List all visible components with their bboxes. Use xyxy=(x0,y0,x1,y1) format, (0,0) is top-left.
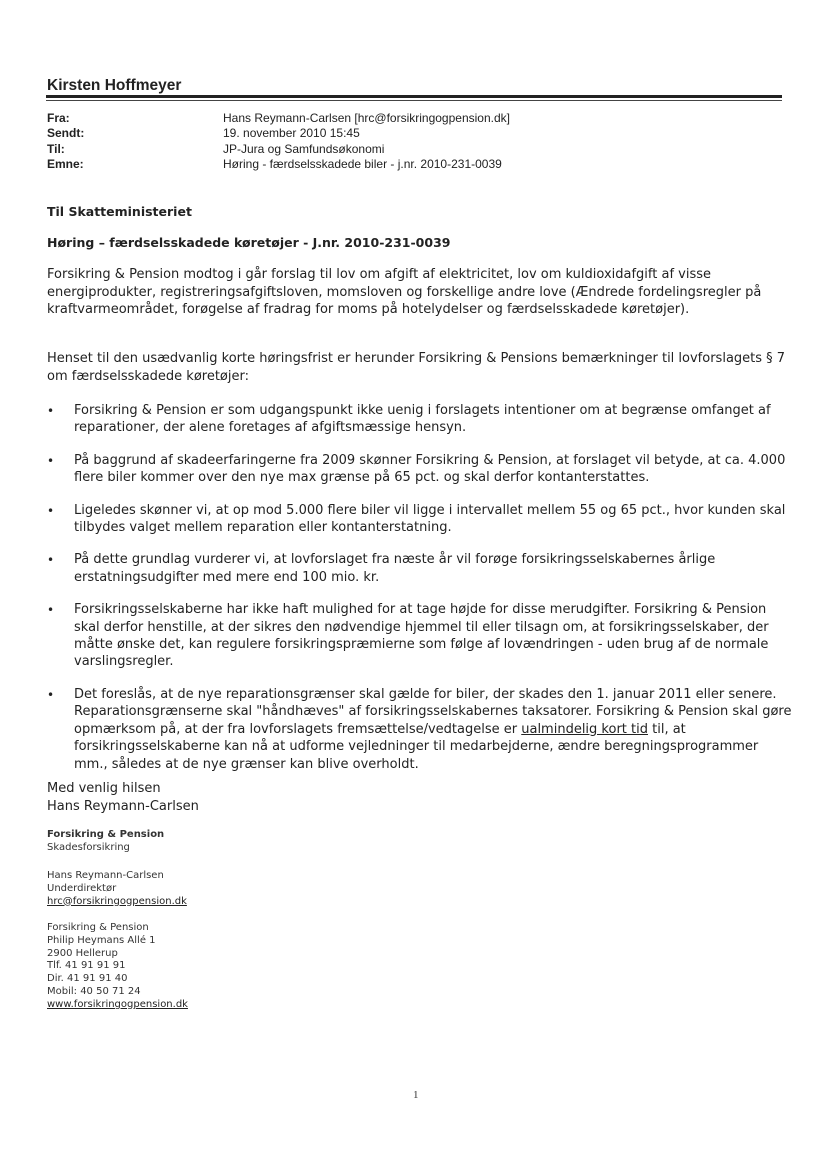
signature-org-name: Forsikring & Pension xyxy=(47,829,165,840)
signature-address-street: Philip Heymans Allé 1 xyxy=(47,934,156,946)
header-row-from xyxy=(47,111,510,126)
list-item: • På baggrund af skadeerfaringerne fra 2009 skønner Forsikring & Pension, at forslaget vil betyde, at ca. 4.000 flere biler kommer over den nye max grænse på 65 pct. og skal derfor kontanterstattes. xyxy=(47,452,792,487)
paragraph-context: Henset til den usædvanlig korte høringsfrist er herunder Forsikring & Pensions bemærkninger til lovforslagets § 7 om færdselsskadede køretøjer: xyxy=(47,351,786,384)
header-row-to xyxy=(47,142,510,157)
closing-name: Hans Reymann-Carlsen xyxy=(47,798,199,814)
signature-person xyxy=(47,870,187,908)
signature-website-link[interactable]: www.forsikringogpension.dk xyxy=(47,998,188,1010)
header-rule-thick xyxy=(46,95,782,98)
to-label: Til: xyxy=(47,141,65,156)
signature-person-name: Hans Reymann-Carlsen xyxy=(47,870,164,881)
closing xyxy=(47,780,199,815)
remarks-list xyxy=(47,402,792,773)
to-value: JP-Jura og Samfundsøkonomi xyxy=(223,141,385,156)
addressee: Til Skatteministeriet xyxy=(47,204,192,219)
email-header xyxy=(47,111,510,173)
header-rule-thin xyxy=(46,100,782,101)
signature-person-title: Underdirektør xyxy=(47,882,117,894)
list-item xyxy=(47,686,792,773)
list-item: • Forsikring & Pension er som udgangspunkt ikke uenig i forslagets intentioner om at begrænse omfanget af reparationer, der alene foretages af afgiftsmæssige hensyn. xyxy=(47,402,792,437)
sender-name: Kirsten Hoffmeyer xyxy=(47,77,182,94)
sent-value: 19. november 2010 15:45 xyxy=(223,126,360,141)
header-row-subject xyxy=(47,157,510,172)
sent-label: Sendt: xyxy=(47,126,85,141)
subject-value: Høring - færdselsskadede biler - j.nr. 2010-231-0039 xyxy=(223,157,502,172)
signature-org-division: Skadesforsikring xyxy=(47,841,130,853)
from-label: Fra: xyxy=(47,111,70,125)
from-value: Hans Reymann-Carlsen [hrc@forsikringogpension.dk] xyxy=(223,111,510,125)
list-item: • Forsikringsselskaberne har ikke haft mulighed for at tage højde for disse merudgifter. Forsikring & Pension skal derfor henstille, at der sikres den nødvendige hjemmel til eller tilsagn om, at forsikringsselskaber, der måtte ønske det, kan regulere forsikringspræmierne som følge af lovændringen - uden brug af de normale varslingsregler. xyxy=(47,601,792,671)
header-row-sent xyxy=(47,126,510,141)
paragraph-intro: Forsikring & Pension modtog i går forslag til lov om afgift af elektricitet, lov om kuldioxidafgift af visse energiprodukter, registreringsafgiftsloven, momsloven og forskellige andre love (Ændrede fordelingsregler på kraftvarmeområdet, forøgelse af fradrag for moms på hotelydelser og færdselsskadede køretøjer). xyxy=(47,267,762,318)
bullet6-text-after: til, at forsikringsselskaberne kan nå at udforme vejledninger til medarbejderne, ændre beregningsprogrammer mm., således at de nye grænser kan blive overholdt. xyxy=(74,721,759,772)
signature-mobile: Mobil: 40 50 71 24 xyxy=(47,985,141,997)
subject-heading: Høring – færdselsskadede køretøjer - J.nr. 2010-231-0039 xyxy=(47,235,451,250)
signature-email-link[interactable]: hrc@forsikringogpension.dk xyxy=(47,895,187,907)
bullet6-text-before: Det foreslås, at de nye reparationsgrænser skal gælde for biler, der skades den 1. januar 2011 eller senere. Reparationsgrænserne skal "håndhæves" af forsikringsselskabernes taksatorer. Forsikring & Pension skal gøre opmærksom på, at der fra lovforslagets fremsættelse/vedtagelse er xyxy=(74,686,792,737)
signature-organization xyxy=(47,829,164,855)
signature-address xyxy=(47,922,188,1012)
page-number: 1 xyxy=(413,1089,419,1101)
closing-greeting: Med venlig hilsen xyxy=(47,781,161,796)
signature-phone: Tlf. 41 91 91 91 xyxy=(47,960,126,972)
list-item: • Ligeledes skønner vi, at op mod 5.000 flere biler vil ligge i intervallet mellem 55 og 65 pct., hvor kunden skal tilbydes valget mellem reparation eller kontanterstatning. xyxy=(47,502,792,537)
signature-direct: Dir. 41 91 91 40 xyxy=(47,973,128,985)
list-item: • På dette grundlag vurderer vi, at lovforslaget fra næste år vil forøge forsikringsselskabernes årlige erstatningsudgifter med mere end 100 mio. kr. xyxy=(47,551,792,586)
signature-address-org: Forsikring & Pension xyxy=(47,922,149,933)
signature-address-city: 2900 Hellerup xyxy=(47,947,118,959)
bullet6-underlined: ualmindelig kort tid xyxy=(521,721,648,737)
subject-label: Emne: xyxy=(47,157,84,172)
